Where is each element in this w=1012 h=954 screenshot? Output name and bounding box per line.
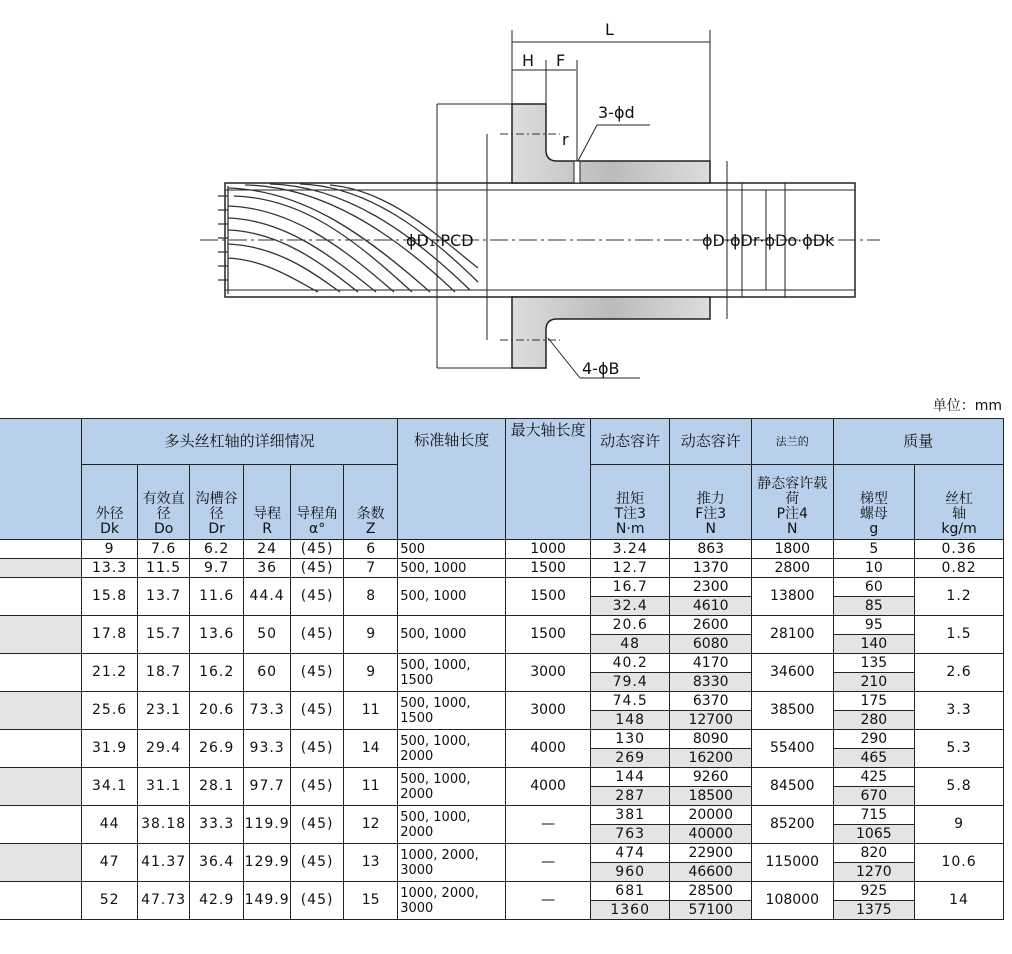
table-row xyxy=(0,768,1004,787)
shaft-mass-header: 丝杠 轴 kg/m xyxy=(915,465,1004,540)
cell-torque: 3.24 xyxy=(590,540,670,559)
cell-torque: 20.6 xyxy=(590,616,670,635)
cell-angle: (45) xyxy=(291,540,344,559)
cell-nut-mass: 925 xyxy=(833,882,915,901)
row-lead xyxy=(0,654,82,692)
cell-do: 11.5 xyxy=(138,559,190,578)
row-lead xyxy=(0,882,82,920)
cell-std-length: 1000, 2000, 3000 xyxy=(398,844,506,882)
cell-lead: 129.9 xyxy=(244,844,291,882)
cell-max-length: — xyxy=(506,844,591,882)
cell-torque: 148 xyxy=(590,711,670,730)
cell-nut-mass: 715 xyxy=(833,806,915,825)
cell-angle: (45) xyxy=(291,844,344,882)
cell-max-length: 3000 xyxy=(506,654,591,692)
cell-dr: 9.7 xyxy=(190,559,244,578)
std-length-header: 标准轴长度 xyxy=(398,419,506,540)
cell-nut-mass: 60 xyxy=(833,578,915,597)
cell-nut-mass: 210 xyxy=(833,673,915,692)
cell-z: 6 xyxy=(344,540,398,559)
cell-push: 12700 xyxy=(670,711,752,730)
cell-do: 31.1 xyxy=(138,768,190,806)
cell-do: 41.37 xyxy=(138,844,190,882)
cell-dk: 25.6 xyxy=(82,692,138,730)
cell-flange-load: 108000 xyxy=(752,882,834,920)
cell-dr: 28.1 xyxy=(190,768,244,806)
cell-do: 47.73 xyxy=(138,882,190,920)
unit-label: 单位：mm xyxy=(932,398,1002,414)
cell-do: 13.7 xyxy=(138,578,190,616)
cell-lead: 60 xyxy=(244,654,291,692)
cell-max-length: 3000 xyxy=(506,692,591,730)
cell-flange-load: 2800 xyxy=(752,559,834,578)
cell-dk: 44 xyxy=(82,806,138,844)
cell-shaft-mass: 0.82 xyxy=(915,559,1004,578)
cell-torque: 74.5 xyxy=(590,692,670,711)
row-lead xyxy=(0,559,82,578)
cell-max-length: 4000 xyxy=(506,768,591,806)
cell-nut-mass: 1270 xyxy=(833,863,915,882)
cell-max-length: 4000 xyxy=(506,730,591,768)
cell-std-length: 1000, 2000, 3000 xyxy=(398,882,506,920)
cell-shaft-mass: 9 xyxy=(915,806,1004,844)
cell-do: 18.7 xyxy=(138,654,190,692)
cell-push: 28500 xyxy=(670,882,752,901)
col-header-5: 条数 Z xyxy=(344,465,398,540)
cell-dk: 9 xyxy=(82,540,138,559)
dyn-torque-top: 动态容许 xyxy=(590,419,670,465)
cell-dr: 26.9 xyxy=(190,730,244,768)
cell-max-length: — xyxy=(506,806,591,844)
cell-push: 863 xyxy=(670,540,752,559)
cell-push: 4610 xyxy=(670,597,752,616)
dyn-push-top: 动态容许 xyxy=(670,419,752,465)
cell-nut-mass: 85 xyxy=(833,597,915,616)
cell-torque: 763 xyxy=(590,825,670,844)
row-lead xyxy=(0,540,82,559)
cell-lead: 50 xyxy=(244,616,291,654)
cell-max-length: 1500 xyxy=(506,578,591,616)
cell-flange-load: 1800 xyxy=(752,540,834,559)
cell-do: 15.7 xyxy=(138,616,190,654)
row-lead xyxy=(0,616,82,654)
row-lead xyxy=(0,806,82,844)
cell-do: 7.6 xyxy=(138,540,190,559)
cell-angle: (45) xyxy=(291,768,344,806)
cell-flange-load: 38500 xyxy=(752,692,834,730)
cell-nut-mass: 135 xyxy=(833,654,915,673)
cell-shaft-mass: 10.6 xyxy=(915,844,1004,882)
cell-nut-mass: 5 xyxy=(833,540,915,559)
cell-shaft-mass: 0.36 xyxy=(915,540,1004,559)
cell-lead: 36 xyxy=(244,559,291,578)
hole-b-label: 4-ϕB xyxy=(582,359,620,378)
cell-angle: (45) xyxy=(291,616,344,654)
cell-flange-load: 84500 xyxy=(752,768,834,806)
cell-dr: 13.6 xyxy=(190,616,244,654)
cell-do: 29.4 xyxy=(138,730,190,768)
cell-push: 18500 xyxy=(670,787,752,806)
cell-torque: 960 xyxy=(590,863,670,882)
row-header-blank xyxy=(0,419,82,540)
cell-push: 20000 xyxy=(670,806,752,825)
dim-h-label: H xyxy=(522,51,535,70)
cell-max-length: — xyxy=(506,882,591,920)
cell-dr: 6.2 xyxy=(190,540,244,559)
nut-mass-header: 梯型 螺母 g xyxy=(833,465,915,540)
cell-dr: 11.6 xyxy=(190,578,244,616)
cell-std-length: 500, 1000 xyxy=(398,578,506,616)
table-row xyxy=(0,692,1004,711)
cell-do: 23.1 xyxy=(138,692,190,730)
table-row xyxy=(0,882,1004,901)
max-length-header: 最大轴长度 xyxy=(506,419,591,540)
cell-dk: 34.1 xyxy=(82,768,138,806)
cell-shaft-mass: 14 xyxy=(915,882,1004,920)
cell-nut-mass: 465 xyxy=(833,749,915,768)
table-row xyxy=(0,559,1004,578)
spec-table xyxy=(0,418,1004,920)
cell-dk: 13.3 xyxy=(82,559,138,578)
cell-shaft-mass: 1.5 xyxy=(915,616,1004,654)
cell-torque: 1360 xyxy=(590,901,670,920)
cell-shaft-mass: 2.6 xyxy=(915,654,1004,692)
cell-push: 8330 xyxy=(670,673,752,692)
cell-push: 57100 xyxy=(670,901,752,920)
table-row xyxy=(0,806,1004,825)
cell-torque: 269 xyxy=(590,749,670,768)
table-row xyxy=(0,616,1004,635)
cell-std-length: 500, 1000, 2000 xyxy=(398,806,506,844)
cell-max-length: 1500 xyxy=(506,559,591,578)
cell-lead: 24 xyxy=(244,540,291,559)
hole-d-label: 3-ϕd xyxy=(598,103,635,122)
cell-torque: 144 xyxy=(590,768,670,787)
flange-load-header: 静态容许载荷 P注4 N xyxy=(752,465,834,540)
cell-do: 38.18 xyxy=(138,806,190,844)
cell-dr: 36.4 xyxy=(190,844,244,882)
cell-flange-load: 28100 xyxy=(752,616,834,654)
cell-nut-mass: 670 xyxy=(833,787,915,806)
cell-z: 13 xyxy=(344,844,398,882)
cell-dr: 20.6 xyxy=(190,692,244,730)
cell-push: 8090 xyxy=(670,730,752,749)
cell-flange-load: 55400 xyxy=(752,730,834,768)
cell-torque: 681 xyxy=(590,882,670,901)
cell-max-length: 1000 xyxy=(506,540,591,559)
col-header-3: 导程 R xyxy=(244,465,291,540)
row-lead xyxy=(0,768,82,806)
cell-push: 2300 xyxy=(670,578,752,597)
cell-nut-mass: 1065 xyxy=(833,825,915,844)
cell-nut-mass: 140 xyxy=(833,635,915,654)
cell-shaft-mass: 1.2 xyxy=(915,578,1004,616)
torque-header: 扭矩 T注3 N·m xyxy=(590,465,670,540)
dim-f-label: F xyxy=(556,51,566,70)
cell-torque: 381 xyxy=(590,806,670,825)
cell-lead: 97.7 xyxy=(244,768,291,806)
cell-dk: 17.8 xyxy=(82,616,138,654)
row-lead xyxy=(0,730,82,768)
cell-angle: (45) xyxy=(291,578,344,616)
cell-push: 6370 xyxy=(670,692,752,711)
col-header-2: 沟槽谷径 Dr xyxy=(190,465,244,540)
cell-lead: 93.3 xyxy=(244,730,291,768)
cell-dk: 52 xyxy=(82,882,138,920)
cell-std-length: 500 xyxy=(398,540,506,559)
cell-dk: 47 xyxy=(82,844,138,882)
cell-z: 7 xyxy=(344,559,398,578)
dim-l-label: L xyxy=(605,20,614,39)
table-row xyxy=(0,654,1004,673)
cell-std-length: 500, 1000, 2000 xyxy=(398,768,506,806)
cell-lead: 149.9 xyxy=(244,882,291,920)
cell-dk: 21.2 xyxy=(82,654,138,692)
cell-nut-mass: 10 xyxy=(833,559,915,578)
cell-push: 1370 xyxy=(670,559,752,578)
push-header: 推力 F注3 N xyxy=(670,465,752,540)
cell-torque: 287 xyxy=(590,787,670,806)
cell-torque: 32.4 xyxy=(590,597,670,616)
cell-nut-mass: 820 xyxy=(833,844,915,863)
table-row xyxy=(0,844,1004,863)
cell-torque: 16.7 xyxy=(590,578,670,597)
cell-max-length: 1500 xyxy=(506,616,591,654)
cell-z: 15 xyxy=(344,882,398,920)
d1-pcd-label: ϕD₁·PCD xyxy=(406,231,474,250)
col-header-4: 导程角 α° xyxy=(291,465,344,540)
cell-shaft-mass: 3.3 xyxy=(915,692,1004,730)
cell-shaft-mass: 5.8 xyxy=(915,768,1004,806)
cell-z: 9 xyxy=(344,654,398,692)
cell-std-length: 500, 1000 xyxy=(398,559,506,578)
cell-torque: 40.2 xyxy=(590,654,670,673)
cell-angle: (45) xyxy=(291,692,344,730)
cell-torque: 474 xyxy=(590,844,670,863)
diameters-label: ϕD·ϕDr·ϕDo·ϕDk xyxy=(702,231,835,250)
cell-flange-load: 34600 xyxy=(752,654,834,692)
cell-z: 12 xyxy=(344,806,398,844)
cell-nut-mass: 290 xyxy=(833,730,915,749)
cell-push: 9260 xyxy=(670,768,752,787)
table-row xyxy=(0,540,1004,559)
cell-nut-mass: 280 xyxy=(833,711,915,730)
row-lead xyxy=(0,692,82,730)
cell-nut-mass: 1375 xyxy=(833,901,915,920)
cell-z: 11 xyxy=(344,768,398,806)
cell-torque: 130 xyxy=(590,730,670,749)
cell-dr: 42.9 xyxy=(190,882,244,920)
row-lead xyxy=(0,578,82,616)
cell-z: 14 xyxy=(344,730,398,768)
cell-dk: 15.8 xyxy=(82,578,138,616)
cell-push: 6080 xyxy=(670,635,752,654)
cell-std-length: 500, 1000, 1500 xyxy=(398,654,506,692)
cell-flange-load: 13800 xyxy=(752,578,834,616)
radius-label: r xyxy=(562,130,569,149)
table-row xyxy=(0,730,1004,749)
cell-dr: 16.2 xyxy=(190,654,244,692)
cell-angle: (45) xyxy=(291,882,344,920)
cell-angle: (45) xyxy=(291,730,344,768)
cell-angle: (45) xyxy=(291,559,344,578)
cell-lead: 44.4 xyxy=(244,578,291,616)
cell-angle: (45) xyxy=(291,654,344,692)
flange-top: 法兰的 xyxy=(752,419,834,465)
cell-push: 40000 xyxy=(670,825,752,844)
shaft-flange-drawing xyxy=(0,0,1012,400)
cell-shaft-mass: 5.3 xyxy=(915,730,1004,768)
cell-dr: 33.3 xyxy=(190,806,244,844)
row-lead xyxy=(0,844,82,882)
cell-lead: 119.9 xyxy=(244,806,291,844)
col-header-0: 外径 Dk xyxy=(82,465,138,540)
cell-flange-load: 115000 xyxy=(752,844,834,882)
cell-push: 4170 xyxy=(670,654,752,673)
cell-push: 22900 xyxy=(670,844,752,863)
mass-header: 质量 xyxy=(833,419,1003,465)
cell-push: 2600 xyxy=(670,616,752,635)
cell-z: 11 xyxy=(344,692,398,730)
table-row xyxy=(0,578,1004,597)
cell-dk: 31.9 xyxy=(82,730,138,768)
cell-torque: 79.4 xyxy=(590,673,670,692)
cell-flange-load: 85200 xyxy=(752,806,834,844)
cell-nut-mass: 95 xyxy=(833,616,915,635)
cell-torque: 48 xyxy=(590,635,670,654)
group-header: 多头丝杠轴的详细情况 xyxy=(82,419,398,465)
cell-std-length: 500, 1000, 1500 xyxy=(398,692,506,730)
cell-push: 16200 xyxy=(670,749,752,768)
cell-nut-mass: 175 xyxy=(833,692,915,711)
col-header-1: 有效直径 Do xyxy=(138,465,190,540)
cell-push: 46600 xyxy=(670,863,752,882)
cell-z: 9 xyxy=(344,616,398,654)
cell-torque: 12.7 xyxy=(590,559,670,578)
cell-std-length: 500, 1000, 2000 xyxy=(398,730,506,768)
cell-lead: 73.3 xyxy=(244,692,291,730)
cell-z: 8 xyxy=(344,578,398,616)
cell-nut-mass: 425 xyxy=(833,768,915,787)
cell-angle: (45) xyxy=(291,806,344,844)
cell-std-length: 500, 1000 xyxy=(398,616,506,654)
